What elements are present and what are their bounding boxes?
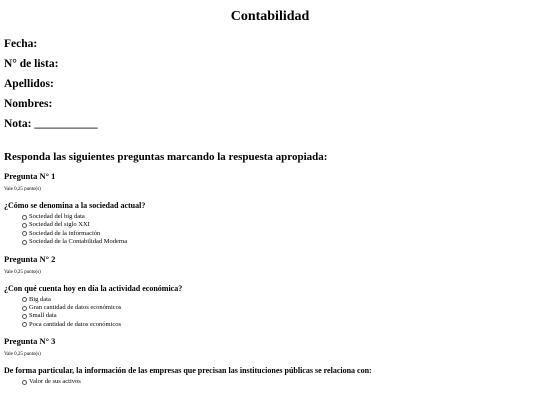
answer-option-label: Poca cantidad de datos económicos	[29, 320, 122, 328]
answer-option-label: Sociedad de la Contabilidad Moderna	[29, 238, 128, 246]
page-title: Contabilidad	[230, 9, 310, 24]
answer-option[interactable]	[22, 321, 536, 329]
radio-button-icon[interactable]	[22, 306, 27, 311]
instructions-text: Responda las siguientes preguntas marcando la respuesta apropiada:	[4, 151, 328, 163]
answer-option[interactable]	[22, 312, 536, 320]
answer-option[interactable]	[22, 230, 536, 238]
question-prompt: ¿Con qué cuenta hoy en día la actividad económica?	[4, 283, 183, 293]
question-points: Vale 0,25 punto(s)	[4, 352, 41, 358]
field-list-number-label: N° de lista:	[4, 58, 59, 70]
question-prompt: De forma particular, la información de las empresas que precisan las instituciones públicas se relaciona con:	[4, 366, 372, 376]
radio-button-icon[interactable]	[22, 297, 27, 302]
radio-button-icon[interactable]	[22, 231, 27, 236]
question-heading: Pregunta N° 2	[4, 253, 56, 264]
answer-option[interactable]	[22, 221, 536, 229]
answer-options	[4, 213, 536, 247]
answer-option[interactable]	[22, 238, 536, 246]
answer-option[interactable]	[22, 296, 536, 304]
answer-option[interactable]	[22, 213, 536, 221]
answer-option-label: Small data	[29, 312, 57, 320]
answer-option[interactable]	[22, 378, 536, 386]
question-points: Vale 0,25 punto(s)	[4, 269, 41, 275]
answer-option[interactable]	[22, 304, 536, 312]
field-grade-label: Nota: ___________	[4, 118, 98, 130]
field-surnames-label: Apellidos:	[4, 78, 54, 90]
answer-option-label: Big data	[29, 295, 51, 303]
radio-button-icon[interactable]	[22, 322, 27, 327]
answer-option-label: Valor de sus activos	[29, 378, 81, 386]
student-info-fields	[4, 34, 536, 134]
radio-button-icon[interactable]	[22, 314, 27, 319]
answer-options	[4, 378, 536, 386]
question-prompt: ¿Cómo se denomina a la sociedad actual?	[4, 201, 146, 210]
radio-button-icon[interactable]	[22, 240, 27, 245]
question-points: Vale 0,25 punto(s)	[4, 187, 41, 192]
answer-option-label: Sociedad del big data	[29, 213, 85, 220]
question-heading: Pregunta N° 3	[4, 336, 56, 347]
answer-option-label: Sociedad de la información	[29, 229, 101, 237]
radio-button-icon[interactable]	[22, 223, 27, 228]
question-3	[4, 335, 536, 386]
question-1	[4, 170, 536, 247]
answer-option-label: Gran cantidad de datos económicos	[29, 303, 122, 311]
answer-options	[4, 296, 536, 330]
question-2	[4, 253, 536, 330]
field-date-label: Fecha:	[4, 38, 38, 50]
radio-button-icon[interactable]	[22, 215, 27, 220]
radio-button-icon[interactable]	[22, 380, 27, 385]
answer-option-label: Sociedad del siglo XXI	[29, 221, 90, 229]
field-names-label: Nombres:	[4, 98, 53, 110]
question-heading: Pregunta N° 1	[4, 171, 56, 181]
